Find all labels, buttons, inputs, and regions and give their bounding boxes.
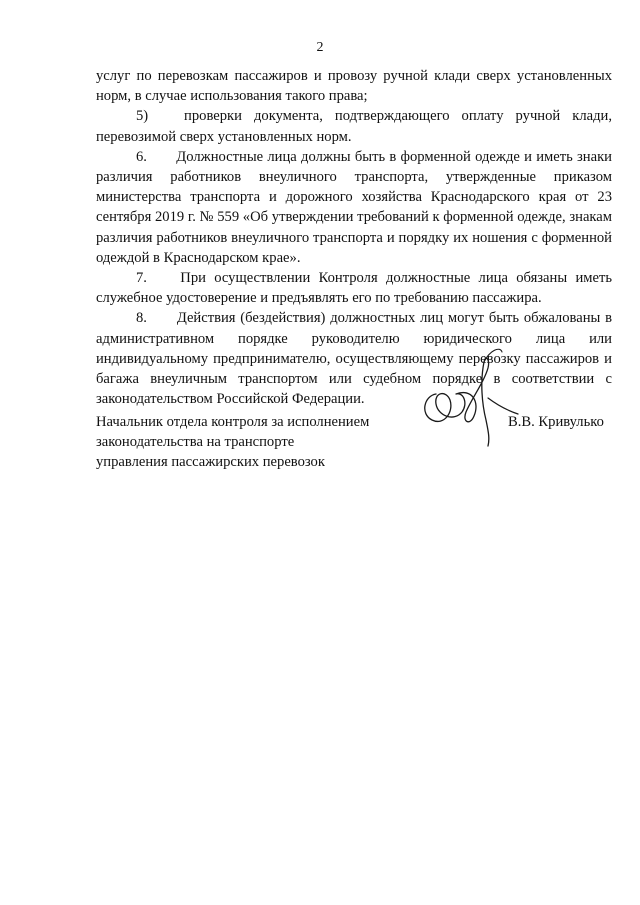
handwritten-signature-icon	[414, 342, 524, 452]
signer-position-line: Начальник отдела контроля за исполнением	[96, 414, 370, 430]
paragraph-item-6	[96, 147, 612, 268]
page-number: 2	[316, 40, 324, 55]
paragraph-text: Действия (бездействия) должностных лиц могут быть обжалованы в административном порядке руководителю юридического лица или индивидуальному предпринимателю, осуществляющему перевозку пассажиров и багажа внеуличным транспортом или судебном порядке в соответствии с законодательством Российской Федерации.	[96, 310, 612, 408]
paragraph-text: Должностные лица должны быть в форменной одежде и иметь знаки различия работников внеуличного транспорта, утвержденные приказом министерства транспорта и дорожного хозяйства Краснодарского края от 23 сентября 2019 г. № 559 «Об утверждении требований к форменной одежде, знакам различия работников внеуличного транспорта и порядку их ношения с форменной одеждой в Краснодарском крае».	[96, 148, 612, 266]
signature-block	[96, 412, 616, 472]
paragraph-item-5	[96, 106, 612, 146]
signer-position-line: законодательства на транспорте	[96, 434, 295, 451]
item-number: 8.	[136, 310, 147, 327]
item-number: 7.	[136, 270, 147, 287]
paragraph-text: проверки документа, подтверждающего оплату ручной клади, перевозимой сверх установленных норм.	[96, 108, 612, 145]
paragraph-item-7	[96, 268, 612, 308]
item-number: 5)	[136, 108, 149, 125]
paragraph-text: При осуществлении Контроля должностные лица обязаны иметь служебное удостоверение и предъявлять его по требованию пассажира.	[96, 270, 612, 307]
item-number: 6.	[136, 148, 147, 165]
document-body	[96, 66, 612, 409]
paragraph-item-8	[96, 308, 612, 409]
paragraph-text: услуг по перевозкам пассажиров и провозу ручной клади сверх установленных норм, в случае использования такого права;	[96, 68, 612, 105]
signer-name: В.В. Кривулько	[508, 414, 604, 430]
paragraph-continuation	[96, 66, 612, 106]
signer-position-line: управления пассажирских перевозок	[96, 454, 325, 471]
